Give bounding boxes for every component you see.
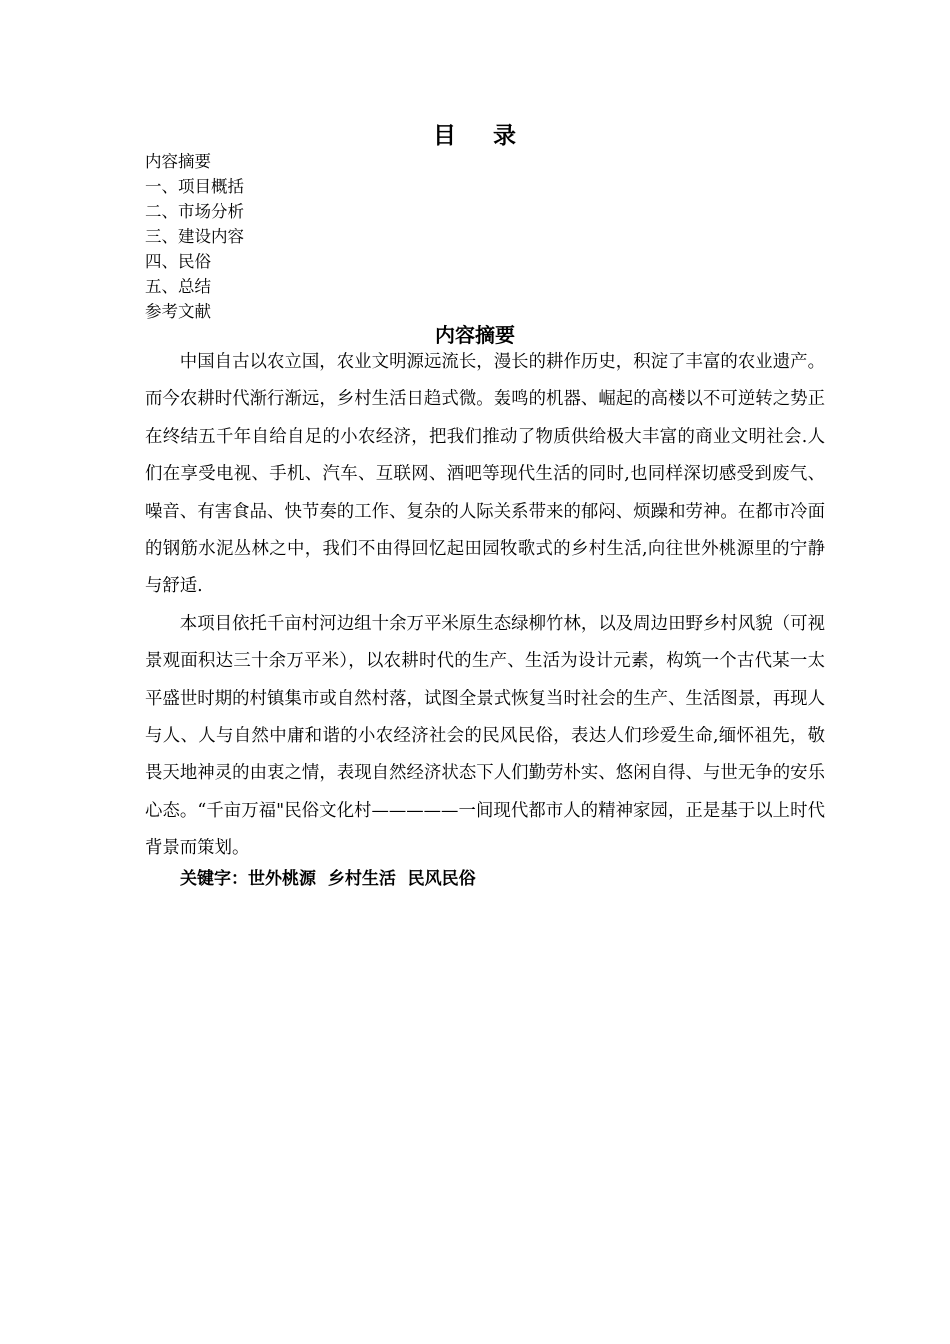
toc-item-summary[interactable]: 五、总结 xyxy=(145,277,211,296)
toc-title xyxy=(0,120,950,152)
abstract-heading: 内容摘要 xyxy=(435,323,515,347)
abstract-paragraph-1: 中国自古以农立国，农业文明源远流长，漫长的耕作历史，积淀了丰富的农业遗产。而今农耕时代渐行渐远，乡村生活日趋式微。轰鸣的机器、崛起的高楼以不可逆转之势正在终结五千年自给自足的小农经济，把我们推动了物质供给极大丰富的商业文明社会.人们在享受电视、手机、汽车、互联网、酒吧等现代生活的同时,也同样深切感受到废气、噪音、有害食品、快节奏的工作、复杂的人际关系带来的郁闷、烦躁和劳神。在都市冷面的钢筋水泥丛林之中，我们不由得回忆起田园牧歌式的乡村生活,向往世外桃源里的宁静与舒适. xyxy=(145,352,825,597)
toc-item-abstract[interactable]: 内容摘要 xyxy=(145,152,211,171)
toc-item-construction[interactable]: 三、建设内容 xyxy=(145,227,244,246)
toc-item-project-overview[interactable]: 一、项目概括 xyxy=(145,177,244,196)
table-of-contents xyxy=(145,149,445,324)
toc-item-market-analysis[interactable]: 二、市场分析 xyxy=(145,202,244,221)
keywords-line: 关键字：世外桃源 乡村生活 民风民俗 xyxy=(180,869,476,889)
toc-item-folk-customs[interactable]: 四、民俗 xyxy=(145,252,211,271)
abstract-paragraph-2: 本项目依托千亩村河边组十余万平米原生态绿柳竹林，以及周边田野乡村风貌（可视景观面积达三十余万平米），以农耕时代的生产、生活为设计元素，构筑一个古代某一太平盛世时期的村镇集市或自然村落，试图全景式恢复当时社会的生产、生活图景，再现人与人、人与自然中庸和谐的小农经济社会的民风民俗，表达人们珍爱生命,缅怀祖先，敬畏天地神灵的由衷之情，表现自然经济状态下人们勤劳朴实、悠闲自得、与世无争的安乐心态。“千亩万福"民俗文化村—————一间现代都市人的精神家园，正是基于以上时代背景而策划。 xyxy=(145,613,825,859)
abstract-body xyxy=(145,344,825,868)
toc-title-char-1: 目 xyxy=(433,123,457,149)
toc-title-char-2: 录 xyxy=(493,123,517,149)
toc-item-references[interactable]: 参考文献 xyxy=(145,302,211,321)
